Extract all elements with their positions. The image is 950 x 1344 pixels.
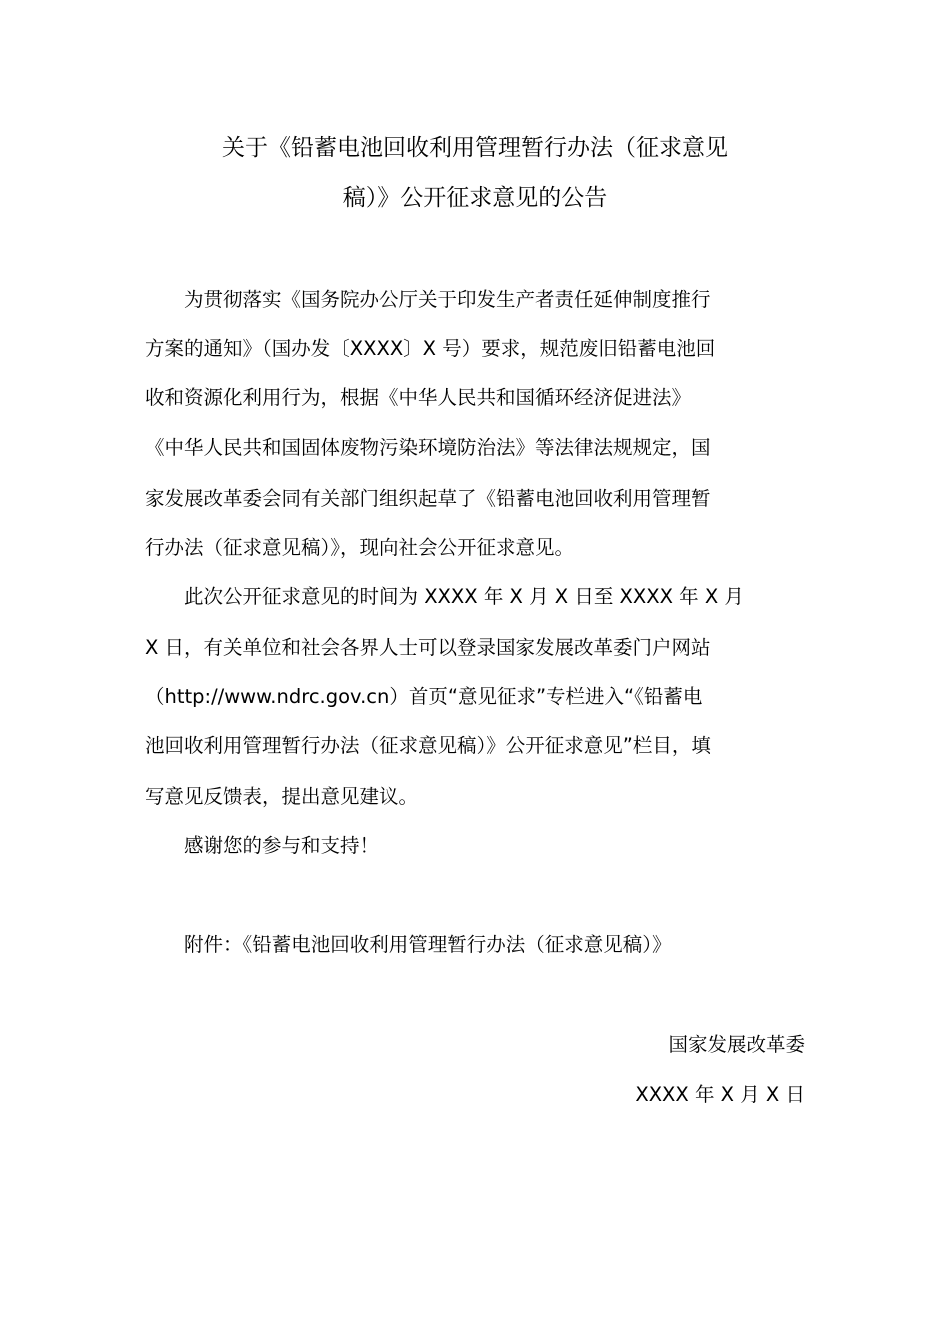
body-line: 写意见反馈表，提出意见建议。 (145, 785, 419, 808)
body-line: X 日，有关单位和社会各界人士可以登录国家发展改革委门户网站 (145, 636, 711, 659)
body-line: 为贯彻落实《国务院办公厅关于印发生产者责任延伸制度推行 (145, 288, 711, 311)
body-line: 池回收利用管理暂行办法（征求意见稿）》公开征求意见”栏目，填 (145, 734, 711, 757)
body-line: 感谢您的参与和支持！ (145, 834, 380, 857)
body-line: 行办法（征求意见稿）》，现向社会公开征求意见。 (145, 536, 575, 559)
body-line: 此次公开征求意见的时间为 XXXX 年 X 月 X 日至 XXXX 年 X 月 (145, 585, 744, 608)
document-title-line-1: 关于《铅蓄电池回收利用管理暂行办法（征求意见 (222, 135, 728, 161)
body-line: 方案的通知》（国办发〔XXXX〕X 号）要求，规范废旧铅蓄电池回 (145, 337, 716, 360)
issuer-signature: 国家发展改革委 (668, 1033, 805, 1056)
issue-date: XXXX 年 X 月 X 日 (635, 1083, 805, 1106)
document-title-line-2: 稿）》公开征求意见的公告 (342, 185, 608, 211)
attachment-line: 附件：《铅蓄电池回收利用管理暂行办法（征求意见稿）》 (145, 933, 672, 956)
body-line: 《中华人民共和国固体废物污染环境防治法》等法律法规规定，国 (145, 436, 711, 459)
body-line: （http://www.ndrc.gov.cn）首页“意见征求”专栏进入“《铅蓄电 (145, 685, 703, 708)
body-line: 家发展改革委会同有关部门组织起草了《铅蓄电池回收利用管理暂 (145, 487, 711, 510)
body-line: 收和资源化利用行为，根据《中华人民共和国循环经济促进法》 (145, 386, 692, 409)
